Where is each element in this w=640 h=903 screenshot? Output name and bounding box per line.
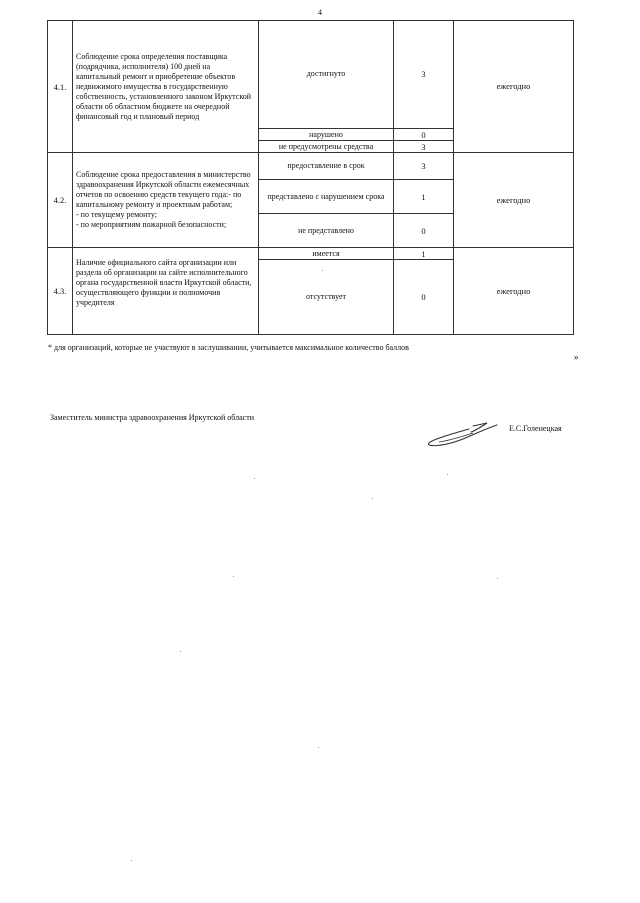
scan-speck (131, 860, 132, 861)
signature-icon (425, 413, 500, 453)
criterion-description (73, 153, 259, 248)
criterion-score: 0 (394, 260, 454, 335)
description-line: - по текущему ремонту; (76, 210, 157, 219)
criterion-option: нарушено (259, 129, 394, 141)
criterion-score: 3 (394, 21, 454, 129)
criterion-score: 1 (394, 248, 454, 260)
scan-speck (233, 576, 234, 577)
criterion-score: 0 (394, 214, 454, 248)
scan-speck (180, 651, 181, 652)
criterion-score: 3 (394, 153, 454, 180)
criterion-option: не представлено (259, 214, 394, 248)
criterion-score: 3 (394, 141, 454, 153)
criterion-option: не предусмотрены средства (259, 141, 394, 153)
description-line: - по мероприятиям пожарной безопасности; (76, 220, 227, 229)
criterion-period: ежегодно (454, 153, 574, 248)
description-line: Соблюдение срока предоставления в министерство здравоохранения Иркутской области ежемесячных отчетов по освоению средств текущего года:- по капитальному ремонту и проектным работам; (76, 170, 251, 209)
criterion-option: отсутствует (259, 260, 394, 335)
criterion-score: 0 (394, 129, 454, 141)
criterion-description: Наличие официального сайта организации или раздела об организации на сайте исполнительного органа государственной власти Иркутской области, осуществляющего функции и полномочия учредителя (73, 248, 259, 335)
criteria-table (47, 20, 574, 335)
criterion-period: ежегодно (454, 248, 574, 335)
table-row (48, 153, 574, 180)
scan-speck (497, 578, 498, 579)
criterion-number: 4.2. (48, 153, 73, 248)
signer-name: Е.С.Голенецкая (509, 424, 562, 433)
page-number: 4 (318, 8, 322, 17)
scan-speck (322, 270, 323, 271)
criterion-number: 4.1. (48, 21, 73, 153)
criterion-option: представлено с нарушением срока (259, 180, 394, 214)
criterion-score: 1 (394, 180, 454, 214)
scan-speck (372, 498, 373, 499)
table-row (48, 21, 574, 129)
criterion-description: Соблюдение срока определения поставщика (подрядчика, исполнителя) 100 дней на капитальный ремонт и приобретение объектов недвижимого имущества в государственную собственность, установленного законом Иркутской области об областном бюджете на очередной финансовый год и плановый период (73, 21, 259, 153)
footnote: * для организаций, которые не участвуют в заслушивании, учитывается максимальное количество баллов (48, 343, 409, 352)
closing-quote: » (574, 352, 579, 362)
criterion-period: ежегодно (454, 21, 574, 153)
table-row (48, 248, 574, 260)
criterion-number: 4.3. (48, 248, 73, 335)
criterion-option: имеется (259, 248, 394, 260)
scan-speck (254, 478, 255, 479)
criterion-option: достигнуто (259, 21, 394, 129)
scan-speck (318, 747, 319, 748)
criterion-option: предоставление в срок (259, 153, 394, 180)
signer-title: Заместитель министра здравоохранения Иркутской области (50, 413, 254, 422)
scan-speck (447, 474, 448, 475)
